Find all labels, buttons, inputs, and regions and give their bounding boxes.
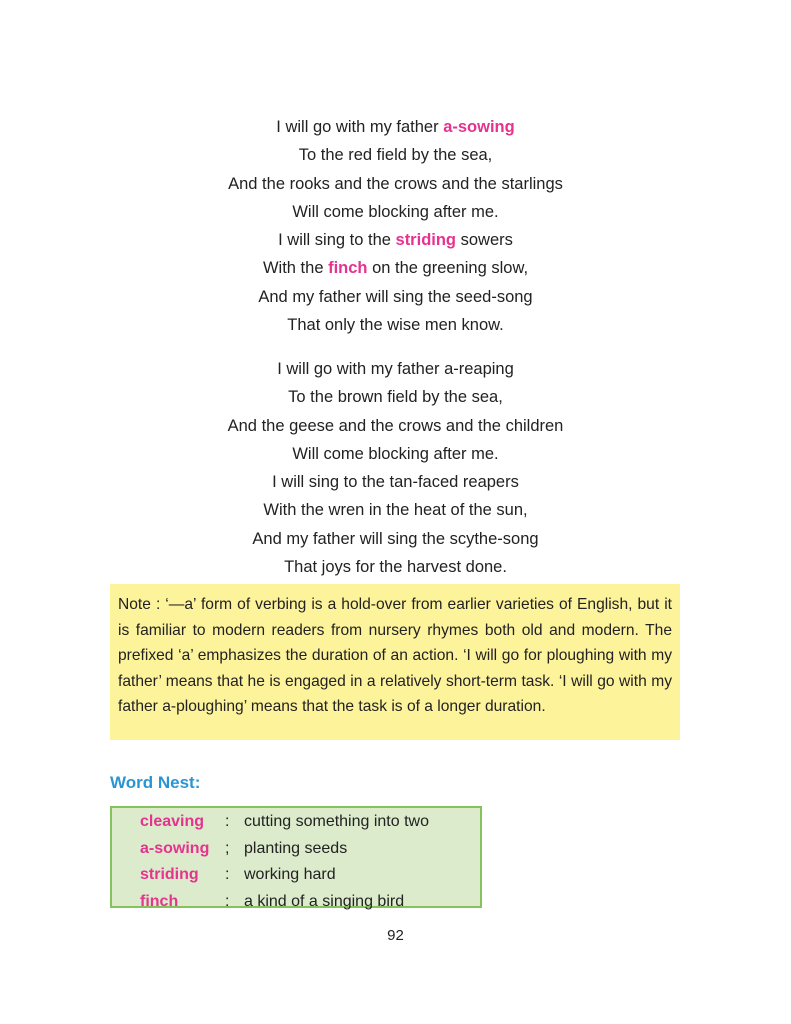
word-nest-separator: ;: [225, 839, 230, 857]
word-nest-row: [112, 836, 480, 863]
word-nest-definition: planting seeds: [244, 839, 348, 857]
word-nest-row: [112, 889, 480, 916]
highlighted-word: a-sowing: [443, 118, 515, 136]
word-nest-definition: a kind of a singing bird: [244, 892, 405, 910]
page-number: 92: [387, 927, 404, 944]
poem-line: I will go with my father a-sowing: [276, 118, 515, 136]
highlighted-word: finch: [328, 259, 368, 278]
word-nest-definition: working hard: [244, 866, 336, 883]
word-nest-word: cleaving: [140, 813, 205, 830]
word-nest-row: [112, 809, 480, 836]
poem-line: With the wren in the heat of the sun,: [263, 501, 528, 520]
word-nest-separator: :: [225, 892, 230, 910]
word-nest-word: striding: [140, 866, 199, 883]
poem-stanza-1: [0, 113, 791, 339]
note-box: [110, 584, 680, 740]
poem-stanza-2: [0, 355, 791, 581]
poem-line: With the finch on the greening slow,: [262, 259, 529, 278]
poem-line: I will go with my father a-reaping: [277, 360, 514, 378]
poem-line: And my father will sing the seed-song: [258, 287, 533, 306]
poem-line: I will sing to the tan-faced reapers: [272, 473, 519, 492]
poem-line: Will come blocking after me.: [292, 444, 499, 463]
word-nest-word: finch: [140, 892, 179, 910]
word-nest-box: [110, 806, 482, 908]
poem-line: To the brown field by the sea,: [288, 388, 503, 407]
word-nest-row: [112, 862, 480, 889]
poem-line: And the rooks and the crows and the starlings: [228, 174, 563, 193]
word-nest-word: a-sowing: [140, 839, 210, 857]
poem-line: And the geese and the crows and the children: [227, 416, 564, 435]
poem-line: I will sing to the striding sowers: [278, 231, 513, 250]
poem-line: That only the wise men know.: [287, 316, 504, 335]
poem-line: That joys for the harvest done.: [284, 558, 507, 577]
poem-line: To the red field by the sea,: [298, 146, 493, 165]
word-nest-separator: :: [225, 866, 230, 883]
word-nest-title: Word Nest:: [110, 773, 201, 792]
highlighted-word: striding: [395, 231, 457, 250]
poem-line: Will come blocking after me.: [292, 202, 499, 221]
poem-line: And my father will sing the scythe-song: [252, 529, 539, 548]
word-nest-separator: :: [225, 813, 230, 830]
note-text: Note : ‘—a’ form of verbing is a hold-over from earlier varieties of English, but it is familiar to modern readers from nursery rhymes both old and modern. The prefixed ‘a’ emphasizes the duration of an action. ‘I will go for ploughing with my father’ means that he is engaged in a relatively short-term task. ‘I will go with my father a-ploughing’ means that the task is of a longer duration.: [118, 596, 672, 715]
word-nest-definition: cutting something into two: [244, 813, 429, 830]
